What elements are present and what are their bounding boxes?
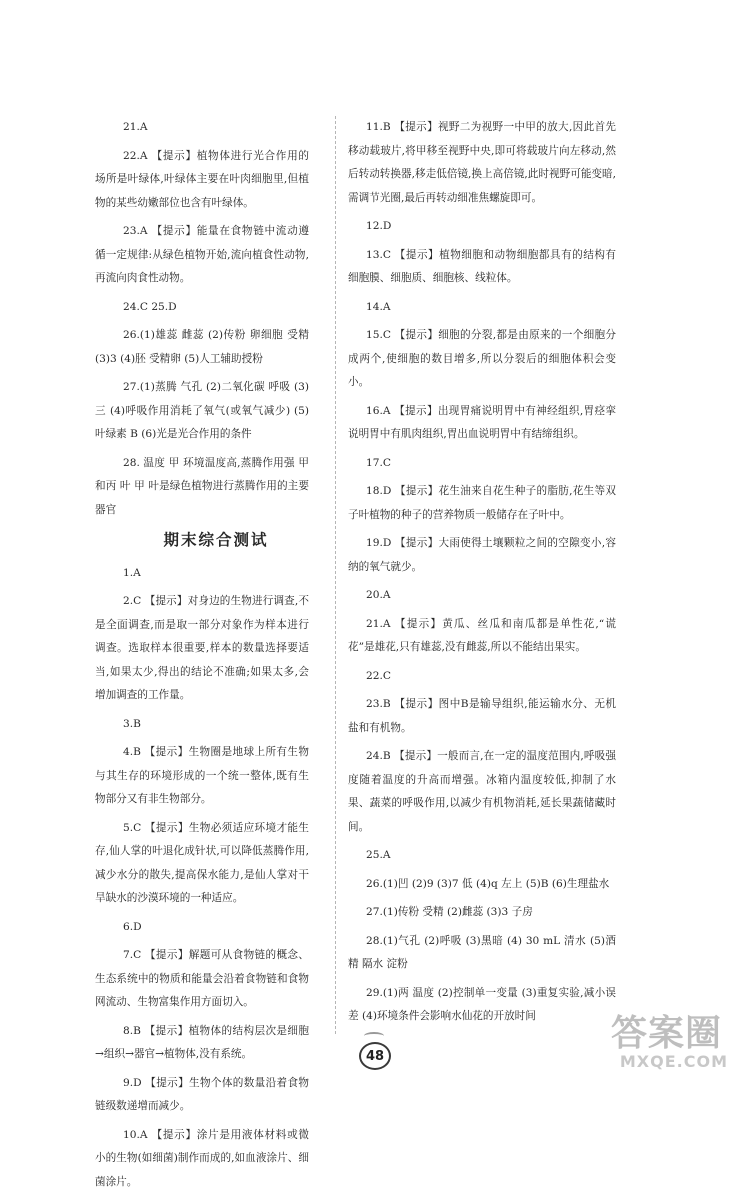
answer-item: 28. 温度 甲 环境温度高,蒸腾作用强 甲和丙 叶 甲 叶是绿色植物进行蒸腾作用的主要器官 [95, 456, 309, 516]
answer-item: 1.A [123, 566, 141, 579]
answer-item: 27.(1)传粉 受精 (2)雌蕊 (3)3 子房 [366, 906, 533, 918]
answer-item: 17.C [366, 456, 391, 469]
answer-item: 13.C 【提示】植物细胞和动物细胞都具有的结构有细胞膜、细胞质、细胞核、线粒体。 [348, 248, 616, 284]
column-divider [335, 116, 336, 1034]
answer-item: 9.D 【提示】生物个体的数量沿着食物链级数递增而减少。 [95, 1076, 309, 1112]
answer-item: 23.B 【提示】图中B是输导组织,能运输水分、无机盐和有机物。 [348, 698, 616, 734]
right-column [348, 116, 644, 1034]
watermark-url: MXQE.COM [619, 1052, 728, 1071]
section-title: 期末综合测试 [163, 530, 269, 549]
answer-item: 14.A [366, 300, 391, 313]
answer-item: 29.(1)两 温度 (2)控制单一变量 (3)重复实验,减小误差 (4)环境条件会影响水仙花的开放时间 [348, 986, 616, 1022]
answer-item: 4.B 【提示】生物圈是地球上所有生物与其生存的环境形成的一个统一整体,既有生物部分又有非生物部分。 [95, 746, 309, 805]
page-number-badge: 48 [359, 1042, 391, 1070]
answer-item: 11.B 【提示】视野二为视野一中甲的放大,因此首先移动载玻片,将甲移至视野中央,即可将载玻片向左移动,然后转动转换器,移走低倍镜,换上高倍镜,此时视野可能变暗,需调节光圈,最后再转动细准焦螺旋即可。 [348, 121, 616, 204]
answer-item: 24.B 【提示】一般而言,在一定的温度范围内,呼吸强度随着温度的升高而增强。冰箱内温度较低,抑制了水果、蔬菜的呼吸作用,以减少有机物消耗,延长果蔬储藏时间。 [348, 750, 616, 833]
answer-item: 15.C 【提示】细胞的分裂,都是由原来的一个细胞分成两个,使细胞的数目增多,所以分裂后的细胞体积会变小。 [348, 329, 616, 388]
answer-item: 8.B 【提示】植物体的结构层次是细胞→组织→器官→植物体,没有系统。 [95, 1024, 309, 1060]
answer-item: 28.(1)气孔 (2)呼吸 (3)黑暗 (4) 30 mL 清水 (5)酒精 隔水 淀粉 [348, 934, 616, 970]
answer-item: 7.C 【提示】解题可从食物链的概念、生态系统中的物质和能量会沿着食物链和食物网流动、生物富集作用方面切入。 [95, 949, 309, 1008]
answer-item: 20.A [366, 589, 391, 601]
answer-item: 27.(1)蒸腾 气孔 (2)二氧化碳 呼吸 (3)三 (4)呼吸作用消耗了氧气(或氧气减少) (5)叶绿素 B (6)光是光合作用的条件 [95, 381, 309, 440]
answer-item: 6.D [123, 920, 142, 933]
answer-item: 23.A 【提示】能量在食物链中流动遵循一定规律:从绿色植物开始,流向植食性动物,再流向肉食性动物。 [95, 225, 309, 284]
answer-item: 10.A 【提示】涂片是用液体材料或微小的生物(如细菌)制作而成的,如血液涂片、细菌涂片。 [95, 1128, 309, 1188]
page-number [358, 1039, 392, 1073]
answer-item: 5.C 【提示】生物必须适应环境才能生存,仙人掌的叶退化成针状,可以降低蒸腾作用,减少水分的散失,提高保水能力,是仙人掌对干旱缺水的沙漠环境的一种适应。 [95, 821, 309, 904]
watermark-logo [578, 1003, 728, 1073]
answer-item: 21.A [123, 121, 148, 133]
answer-item: 26.(1)凹 (2)9 (3)7 低 (4)q 左上 (5)B (6)生理盐水 [366, 877, 610, 890]
answer-item: 16.A 【提示】出现胃痛说明胃中有神经组织,胃痉挛说明胃中有肌肉组织,胃出血说明胃中有结缔组织。 [348, 404, 616, 440]
answer-item: 21.A 【提示】黄瓜、丝瓜和南瓜都是单性花,“谎花”是雄花,只有雄蕊,没有雌蕊,所以不能结出果实。 [348, 617, 616, 653]
answer-item: 22.A 【提示】植物体进行光合作用的场所是叶绿体,叶绿体主要在叶肉细胞里,但植物的某些幼嫩部位也含有叶绿体。 [95, 149, 309, 209]
answer-item: 12.D [366, 220, 392, 232]
answer-item: 25.A [366, 849, 391, 861]
answer-item: 19.D 【提示】大雨使得土壤颗粒之间的空隙变小,容纳的氧气就少。 [348, 537, 616, 573]
answer-item: 2.C 【提示】对身边的生物进行调查,不是全面调查,而是取一部分对象作为样本进行调查。选取样本很重要,样本的数量选择要适当,如果太少,得出的结论不准确;如果太多,会增加调查的工作量。 [95, 595, 309, 701]
answer-item: 24.C 25.D [123, 300, 177, 313]
answer-item: 18.D 【提示】花生油来自花生种子的脂肪,花生等双子叶植物的种子的营养物质一般储存在子叶中。 [348, 485, 616, 521]
answer-item: 22.C [366, 669, 391, 682]
answer-item: 26.(1)雄蕊 雌蕊 (2)传粉 卵细胞 受精 (3)3 (4)胚 受精卵 (5)人工辅助授粉 [95, 329, 309, 365]
answer-item: 3.B [123, 717, 141, 730]
watermark-text: 答案圈 [610, 1013, 722, 1054]
